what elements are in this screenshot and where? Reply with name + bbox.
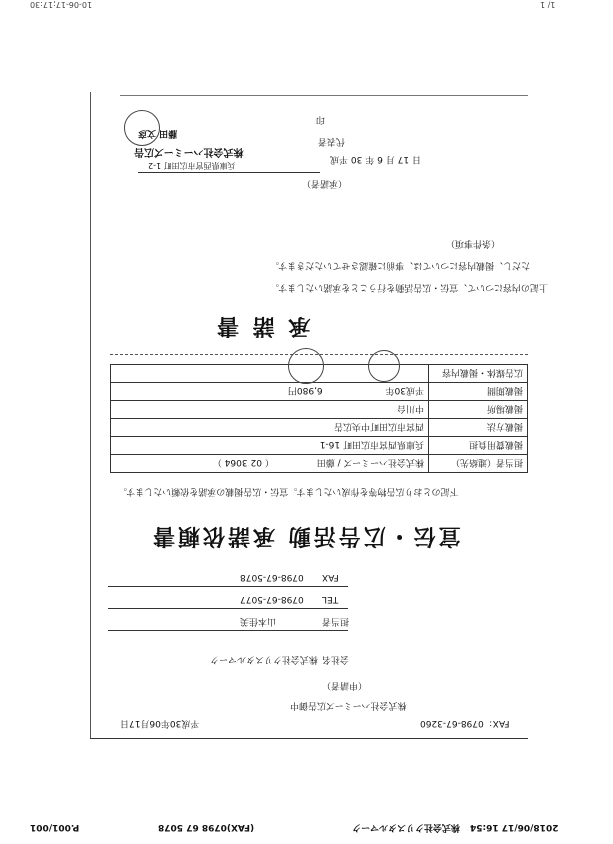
applicant-tel: 0798-67-5077 (240, 594, 304, 604)
approver-company: 株式会社ハーミーズ広告 (134, 146, 244, 157)
table-value: 株式会社ハーミーズ / 藤田 （ 02 3064 ） (111, 455, 429, 473)
document-fax-line: FAX：0798-67-3260 (420, 718, 510, 728)
applicant-label: （申請者） (322, 680, 368, 690)
applicant-person: 山本佳美 (240, 616, 277, 626)
table-label: 広告媒体・掲載内容 (429, 365, 528, 383)
approver-person-label: 代表者 (318, 136, 346, 146)
fax-page: P.001/001 (30, 822, 80, 832)
applicant-rule-1 (108, 586, 348, 587)
document-title: 宣伝・広告活動 承諾依頼書 (150, 523, 461, 548)
page-mark: 1/ 1 (540, 0, 556, 9)
table-row (111, 437, 528, 455)
fax-timestamp: 10-06-17;17:30 (30, 0, 93, 9)
table-seal-stamp-1 (288, 348, 324, 384)
table-label: 掲載方法 (429, 419, 528, 437)
table-label: 掲載場所 (429, 401, 528, 419)
applicant-rule-2 (108, 608, 348, 609)
approver-label: （承諾者） (302, 178, 348, 188)
document-date: 平成30年06月17日 (120, 718, 200, 728)
table-value: 中川台 (111, 401, 429, 419)
applicant-tel-label: TEL (322, 594, 339, 604)
applicant-fax-label: FAX (322, 572, 339, 582)
table-row (111, 455, 528, 473)
applicant-rule-3 (108, 630, 348, 631)
document-bottom-rule (90, 738, 528, 739)
approver-person: 藤田 文彦 (138, 128, 178, 138)
table-value: 平成30年 6,980円 (111, 383, 429, 401)
date-label: 日 17 月 6 年 30 平成 (330, 154, 421, 164)
table-value: 西宮市広田町中央広告 (111, 419, 429, 437)
table-row (111, 383, 528, 401)
approval-text-1: 上記の内容について、宣伝・広告活動を行うことを承諾いたします。 (270, 282, 548, 292)
table-row (111, 419, 528, 437)
approval-text-2: ただし、掲載内容については、事前に確認させていただきます。 (270, 260, 531, 270)
table-seal-stamp-2 (368, 350, 400, 382)
fax-sender: 株式会社クリスタルマーク (352, 822, 460, 832)
table-label: 掲載期間 (429, 383, 528, 401)
request-text: 下記のとおり広告物等を作成いたします。宣伝・広告掲載の承諾を依頼いたします。 (118, 486, 459, 496)
table-label: 担当者（連絡先） (429, 455, 528, 473)
approver-seal-label: 印 (316, 114, 326, 124)
approval-title: 承 諾 書 (214, 313, 311, 338)
approver-rule (138, 172, 320, 173)
table-value: 兵庫県西宮市広田町 16-1 (111, 437, 429, 455)
request-table (110, 364, 528, 473)
table-row (111, 401, 528, 419)
document-top-rule (120, 95, 528, 96)
approver-company-sub: 兵庫県西宮市広田町 1-2 (148, 161, 236, 170)
applicant-company: 株式会社クリスタルマーク (210, 654, 318, 664)
approval-note: （条件事項） (446, 238, 501, 248)
applicant-person-label: 担当者 (322, 616, 350, 626)
applicant-fax: 0798-67-5078 (240, 572, 304, 582)
table-label: 掲載費用負担 (429, 437, 528, 455)
fax-datetime: 2018/06/17 16:54 (470, 822, 559, 832)
fax-number: (FAX)0798 67 5078 (158, 822, 255, 832)
addressee: 株式会社ハーミーズ広告御中 (290, 700, 407, 710)
applicant-company-label: 会社名 (322, 654, 350, 664)
